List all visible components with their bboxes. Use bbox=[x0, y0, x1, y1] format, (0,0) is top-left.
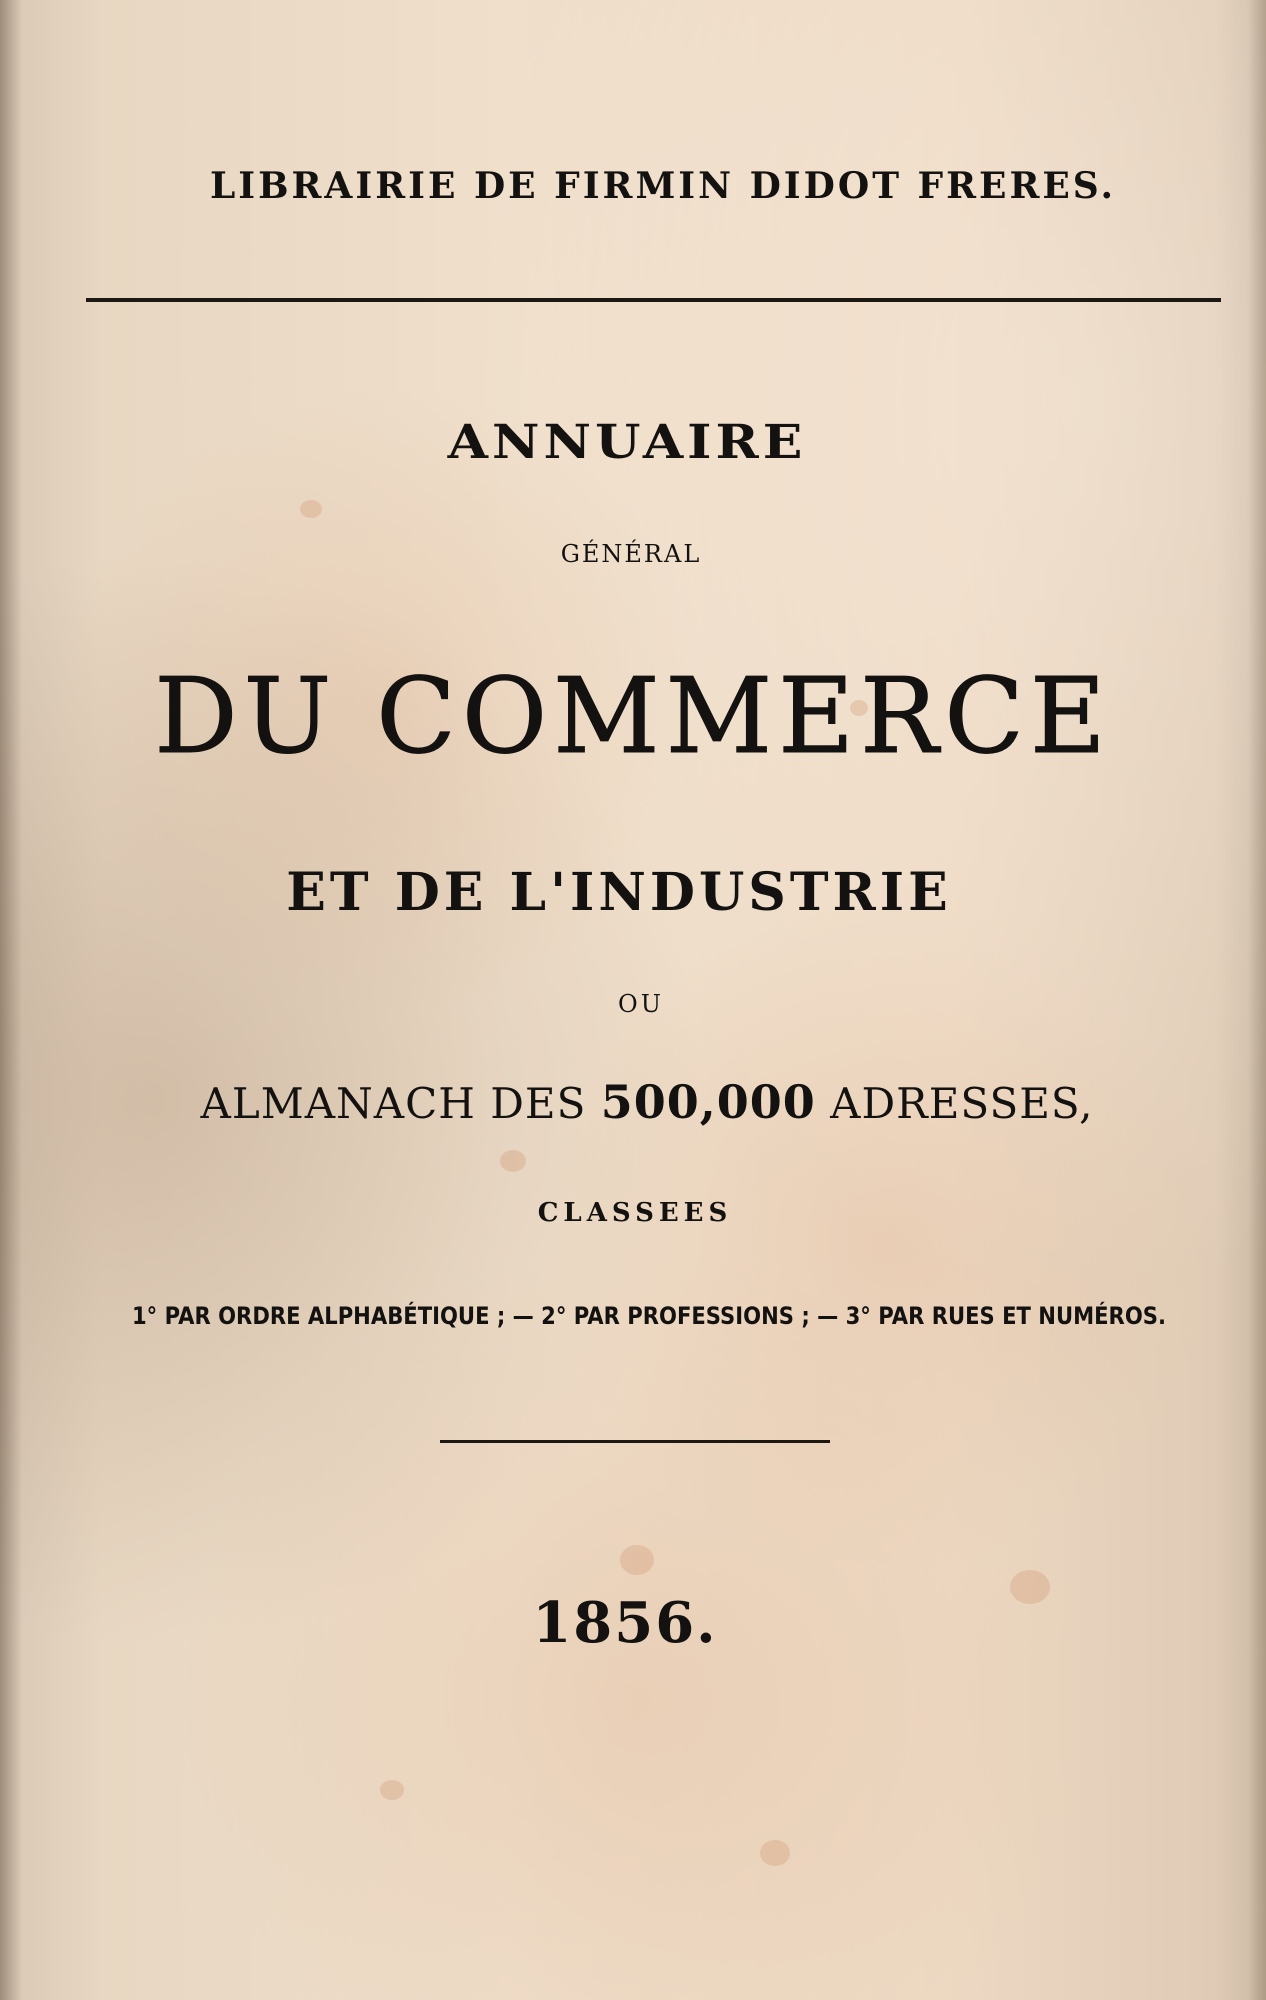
title-annuaire: ANNUAIRE bbox=[447, 415, 807, 470]
classification-detail: 1° PAR ORDRE ALPHABÉTIQUE ; — 2° PAR PROFESSIONS ; — 3° PAR RUES ET NUMÉROS. bbox=[131, 1302, 1167, 1330]
foxing-spot bbox=[300, 500, 322, 518]
foxing-spot bbox=[500, 1150, 526, 1172]
subtitle-prefix: ALMANACH DES bbox=[200, 1079, 587, 1128]
conjunction-ou: OU bbox=[618, 990, 664, 1018]
classification-label: CLASSEES bbox=[537, 1198, 733, 1228]
foxing-spot bbox=[760, 1840, 790, 1866]
foxing-spot bbox=[620, 1545, 654, 1575]
subtitle-number: 500,000 bbox=[600, 1075, 816, 1129]
middle-rule bbox=[440, 1440, 830, 1443]
publication-year: 1856. bbox=[532, 1590, 718, 1656]
publisher-line: LIBRAIRIE DE FIRMIN DIDOT FRERES. bbox=[209, 165, 1117, 207]
subtitle-almanach bbox=[14, 1075, 1266, 1129]
foxing-spot bbox=[380, 1780, 404, 1800]
title-general: GÉNÉRAL bbox=[560, 540, 702, 568]
top-rule bbox=[86, 298, 1221, 302]
subtitle-suffix: ADRESSES, bbox=[830, 1079, 1094, 1128]
title-du-commerce: DU COMMERCE bbox=[154, 655, 1112, 777]
title-industrie: ET DE L'INDUSTRIE bbox=[286, 862, 952, 923]
